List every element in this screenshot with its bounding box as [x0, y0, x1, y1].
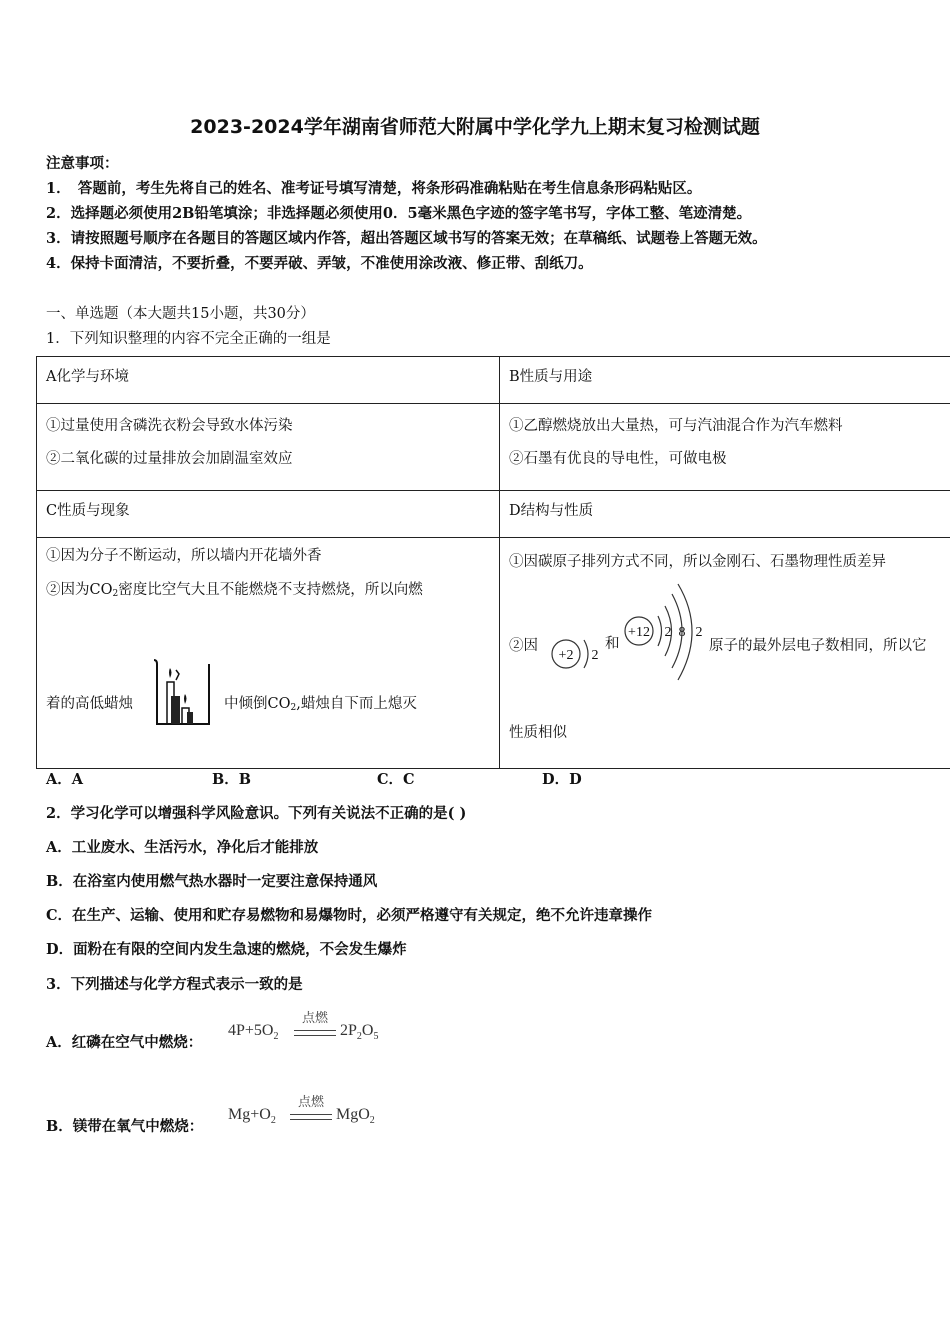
q3-option-b-reactants: $Mg+O_2$	[228, 1106, 276, 1126]
cell-d-line2-pre: ②因	[509, 638, 538, 654]
q1-option-b[interactable]: B．B	[212, 771, 252, 788]
cell-b-line: ①乙醇燃烧放出大量热，可与汽油混合作为汽车燃料	[509, 418, 843, 434]
q2-option-b[interactable]: B．在浴室内使用燃气热水器时一定要注意保持通风	[46, 873, 378, 890]
cell-c-line2: ②因为$CO_2$密度比空气大且不能燃烧不支持燃烧，所以向燃	[46, 582, 423, 599]
question-2-stem: 2．学习化学可以增强科学风险意识。下列有关说法不正确的是( )	[46, 805, 467, 822]
cell-d-line1: ①因碳原子排列方式不同，所以金刚石、石墨物理性质差异	[509, 554, 886, 570]
q2-option-a[interactable]: A．工业废水、生活污水，净化后才能排放	[46, 839, 319, 856]
cell-d-line2-post: 原子的最外层电子数相同，所以它	[709, 638, 927, 654]
question-1-table	[36, 356, 950, 769]
cell-c-line3-pre: 着的高低蜡烛	[46, 696, 133, 712]
q3-option-b-label[interactable]: B．镁带在氧气中燃烧：	[46, 1118, 204, 1135]
cell-b-line: ②石墨有优良的导电性，可做电极	[509, 451, 727, 467]
q2-option-d[interactable]: D．面粉在有限的空间内发生急速的燃烧，不会发生爆炸	[46, 941, 407, 958]
cell-d-body	[500, 538, 950, 769]
cell-b-body	[500, 404, 950, 491]
q1-option-a[interactable]: A．A	[46, 771, 84, 788]
magnesium-shell-label: 8	[678, 625, 686, 640]
cell-c-body	[37, 538, 500, 769]
magnesium-shell-label: 2	[664, 625, 672, 640]
question-3-stem: 3．下列描述与化学方程式表示一致的是	[46, 976, 303, 993]
cell-c-line1: ①因为分子不断运动，所以墙内开花墙外香	[46, 548, 322, 564]
q2-option-c[interactable]: C．在生产、运输、使用和贮存易燃物和易爆物时，必须严格遵守有关规定，绝不允许违章操作	[46, 907, 653, 924]
cell-d-line3: 性质相似	[509, 725, 567, 741]
page-title: 2023-2024学年湖南省师范大附属中学化学九上期末复习检测试题	[190, 116, 760, 138]
q3-option-a-label[interactable]: A．红磷在空气中燃烧：	[46, 1034, 203, 1051]
cell-a-line: ①过量使用含磷洗衣粉会导致水体污染	[46, 418, 293, 434]
helium-nucleus-label: +2	[558, 648, 574, 663]
notice-item: 3．请按照题号顺序在各题目的答题区域内作答，超出答题区域书写的答案无效；在草稿纸、试题卷上答题无效。	[46, 230, 767, 247]
helium-atom-diagram	[546, 616, 604, 672]
q3-option-a-condition: 点燃	[301, 1011, 328, 1026]
cell-c-head: C性质与现象	[37, 491, 500, 538]
notice-item: 2．选择题必须使用2B铅笔填涂；非选择题必须使用0．5毫米黑色字迹的签字笔书写，字体工整、笔迹清楚。	[46, 205, 752, 222]
beaker-candles-icon	[151, 656, 217, 728]
magnesium-shell-label: 2	[695, 625, 703, 640]
cell-a-line: ②二氧化碳的过量排放会加剧温室效应	[46, 451, 293, 467]
q1-option-c[interactable]: C．C	[377, 771, 415, 788]
q3-option-b-equals	[290, 1114, 332, 1120]
notice-heading: 注意事项：	[46, 155, 119, 172]
cell-a-body	[37, 404, 500, 491]
cell-d-and: 和	[605, 636, 620, 652]
q3-option-a-products: $2P_2O_5$	[340, 1022, 379, 1042]
magnesium-nucleus-label: +12	[628, 625, 650, 640]
q3-option-b-condition: 点燃	[297, 1095, 324, 1110]
question-1-stem: 1．下列知识整理的内容不完全正确的一组是	[46, 331, 331, 347]
q3-option-a-equals	[294, 1030, 336, 1036]
magnesium-atom-diagram	[620, 582, 710, 686]
notice-item: 1． 答题前，考生先将自己的姓名、准考证号填写清楚，将条形码准确粘贴在考生信息条形码粘贴区。	[46, 180, 702, 197]
cell-b-head: B性质与用途	[500, 357, 950, 404]
q1-option-d[interactable]: D．D	[542, 771, 582, 788]
cell-c-line3-post: 中倾倒$CO_2$,蜡烛自下而上熄灭	[224, 696, 417, 713]
cell-d-head: D结构与性质	[500, 491, 950, 538]
section-heading: 一、单选题（本大题共15小题，共30分）	[46, 306, 315, 322]
q3-option-b-products: MgO$_2$	[336, 1106, 375, 1126]
helium-shell-label: 2	[591, 648, 599, 663]
cell-a-head: A化学与环境	[37, 357, 500, 404]
notice-item: 4．保持卡面清洁，不要折叠，不要弄破、弄皱，不准使用涂改液、修正带、刮纸刀。	[46, 255, 593, 272]
q3-option-a-reactants: $4P+5O_2$	[228, 1022, 279, 1042]
